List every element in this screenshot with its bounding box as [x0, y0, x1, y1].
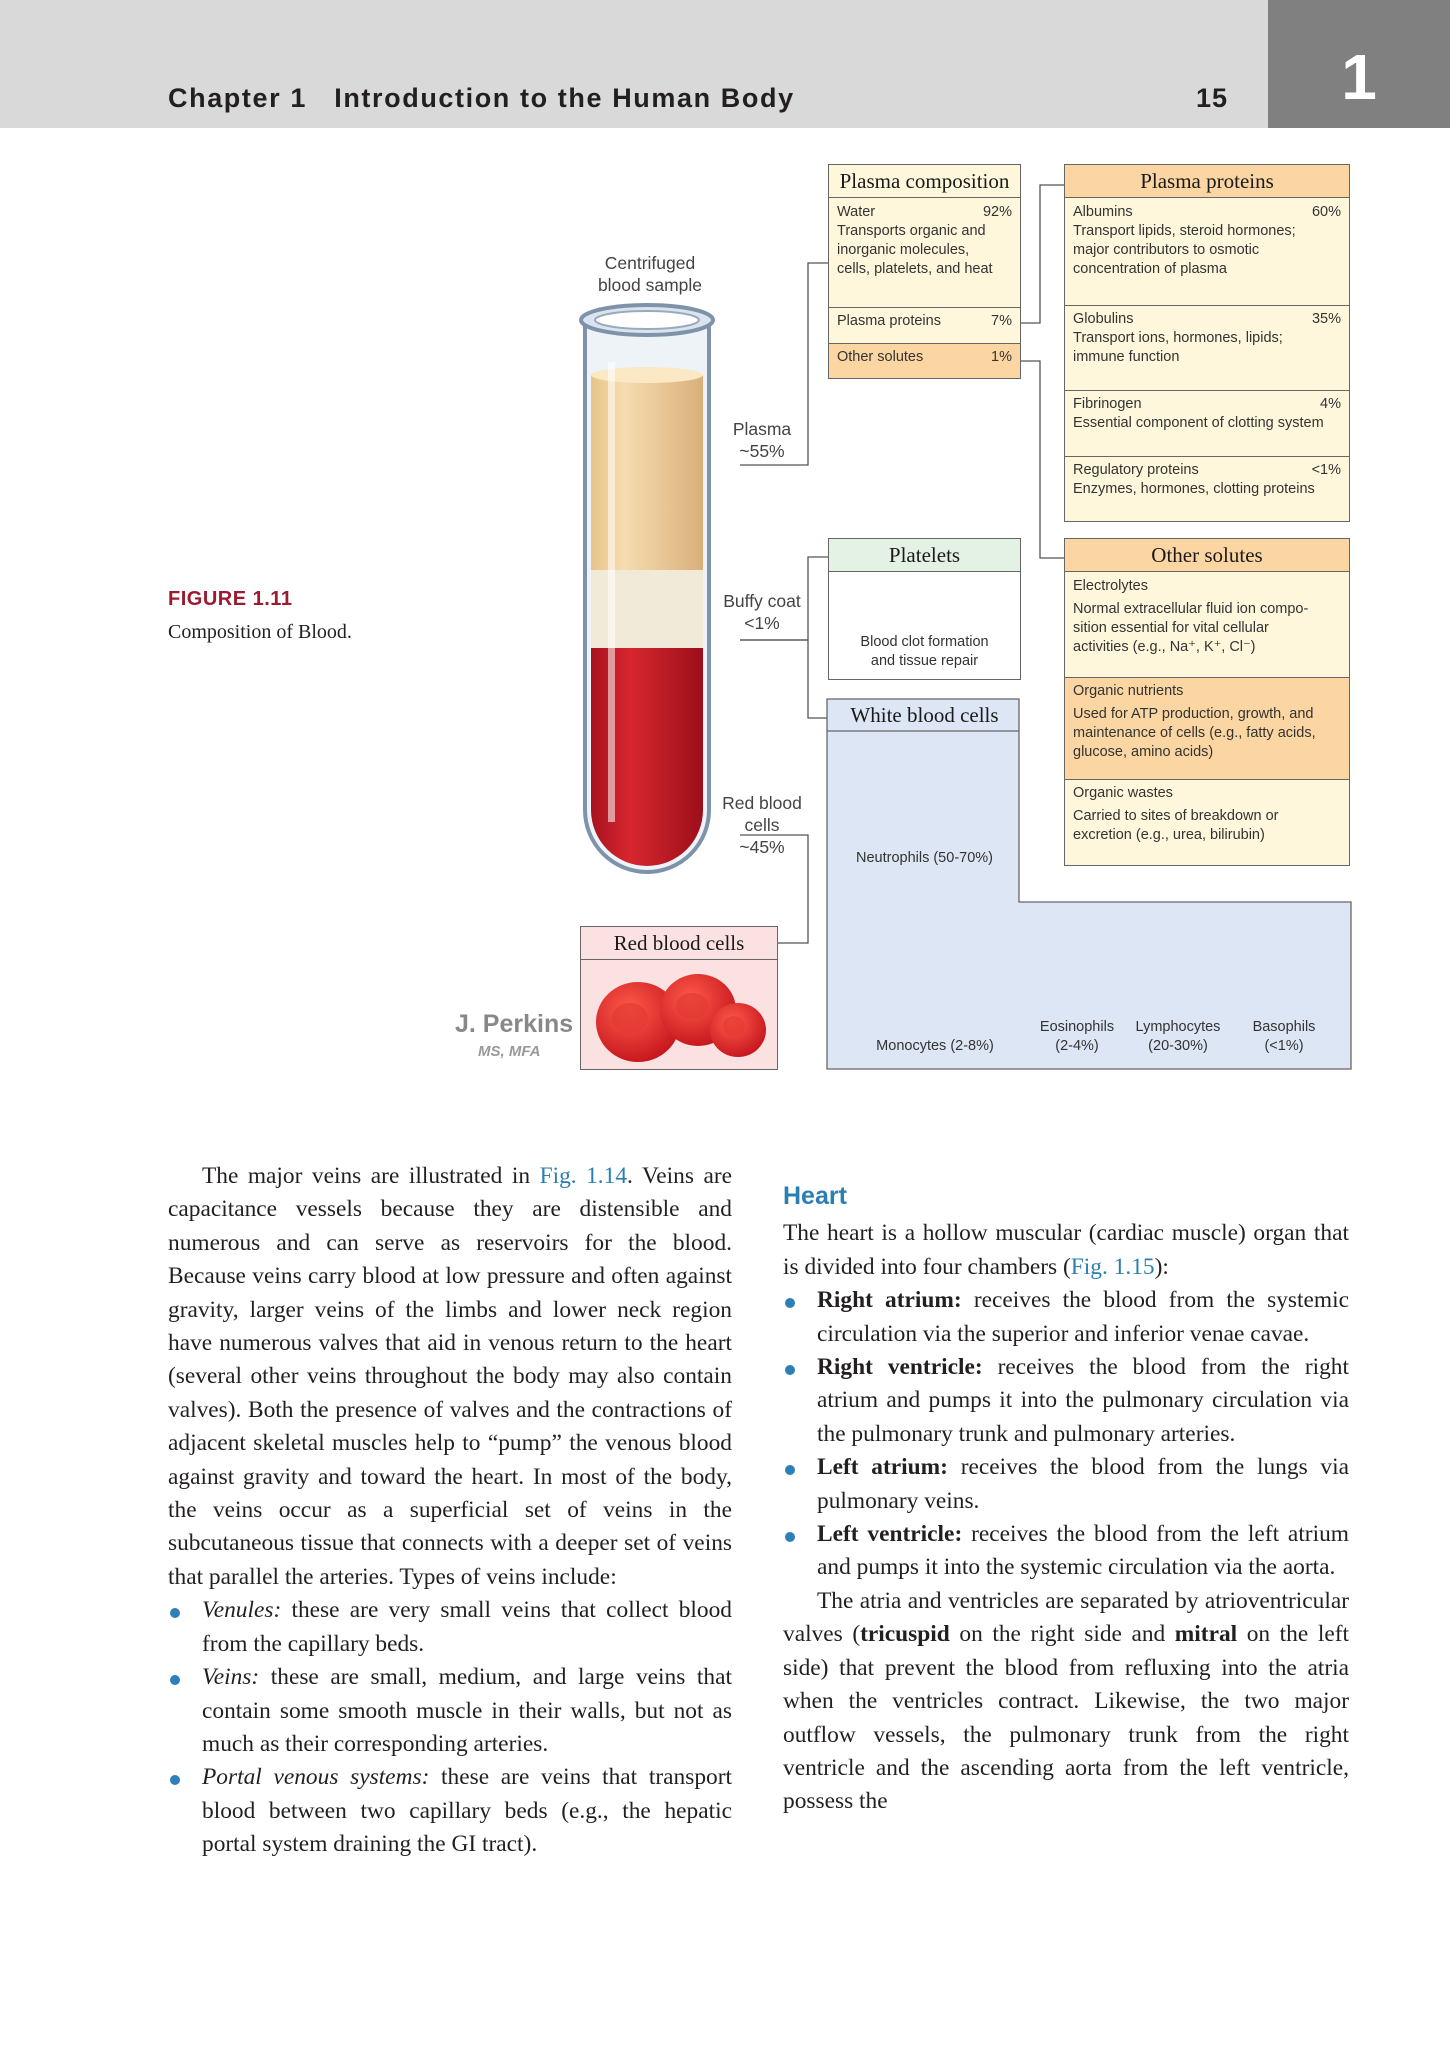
- regulatory-desc: Enzymes, hormones, clotting proteins: [1073, 481, 1315, 497]
- albumins-name: Albumins: [1073, 204, 1133, 220]
- heart-intro-text: The heart is a hollow muscular (cardiac muscle) organ that is divided into four chambers (: [783, 1220, 1349, 1280]
- wastes-name: Organic wastes: [1073, 785, 1173, 801]
- veins-text: . Veins are capacitance vessels because they are distensible and numerous and can serve as reservoirs for the blood. Because veins carry blood at low pressure and often against gravity, larger veins of the limbs and lower neck region have numerous valves that aid in venous return to the heart (several other veins throughout the body may also contain valves). Both the presence of valves and the contractions of adjacent skeletal muscles help to “pump” the venous blood against gravity and toward the heart. In most of the body, the veins occur as a superficial set of veins in the subcutaneous tissue that connects with a deeper set of veins that parallel the arteries. Types of veins include:: [168, 1163, 732, 1590]
- proteins-name: Plasma proteins: [837, 313, 941, 329]
- regulatory-proteins-cell: [1065, 456, 1349, 521]
- solutes-name: Other solutes: [837, 349, 924, 365]
- other-solutes-cell: [829, 343, 1020, 378]
- plasma-composition-title: Plasma composition: [829, 165, 1020, 198]
- albumins-desc: major contributors to osmotic: [1073, 242, 1260, 258]
- rbc-label-pct: ~45%: [739, 837, 785, 857]
- plasma-label-name: Plasma: [732, 419, 792, 439]
- list-term: Veins:: [202, 1664, 260, 1691]
- valves-text: on the left side) that prevent the blood from refluxing into the atria when the ventricles contract. Likewise, the two major outflow vessels, the pulmonary trunk from the right ventricle and the ascending aorta from the left ventricle, possess the: [783, 1621, 1349, 1815]
- other-solutes-title: Other solutes: [1065, 539, 1349, 572]
- list-item: [168, 1594, 732, 1661]
- proteins-pct: 7%: [991, 313, 1012, 329]
- left-column: [168, 1160, 732, 1862]
- eosinophils-label: [1030, 1018, 1124, 1056]
- lymphocytes-name: Lymphocytes: [1135, 1019, 1221, 1035]
- heart-heading: Heart: [783, 1182, 847, 1210]
- regulatory-pct: <1%: [1311, 462, 1341, 478]
- globulins-name: Globulins: [1073, 311, 1134, 327]
- wbc-panel-bg: [826, 698, 1352, 1070]
- list-text: these are veins that transport blood between two capillary beds (e.g., the hepatic portal system draining the GI tract).: [202, 1764, 732, 1858]
- plasma-label: [712, 418, 812, 462]
- fig-1-14-link[interactable]: Fig. 1.14: [539, 1163, 628, 1189]
- red-blood-cell-group: [596, 974, 766, 1062]
- monocytes-label: Monocytes (2-8%): [876, 1038, 994, 1054]
- bullet-icon: [785, 1465, 795, 1475]
- nutrients-desc: glucose, amino acids): [1073, 744, 1214, 760]
- lymphocytes-pct: (20-30%): [1148, 1038, 1208, 1054]
- list-term: Venules:: [202, 1597, 282, 1624]
- globulins-cell: [1065, 305, 1349, 389]
- water-desc: Transports organic and: [837, 223, 986, 239]
- figure-number: FIGURE 1.11: [168, 588, 293, 610]
- nutrients-desc: maintenance of cells (e.g., fatty acids,: [1073, 725, 1316, 741]
- heart-intro: [783, 1217, 1349, 1284]
- heart-intro-text: ):: [1154, 1253, 1169, 1280]
- bullet-icon: [170, 1608, 180, 1618]
- albumins-pct: 60%: [1311, 204, 1341, 220]
- mitral-term: mitral: [1174, 1621, 1238, 1648]
- bullet-icon: [785, 1365, 795, 1375]
- valves-text: The atria and ventricles are separated by atrioventricular valves (: [783, 1587, 1349, 1648]
- basophils-pct: (<1%): [1264, 1038, 1304, 1054]
- figure-caption: Composition of Blood.: [168, 621, 352, 643]
- electrolytes-desc: Normal extracellular fluid ion compo-: [1073, 601, 1309, 617]
- list-text: these are small, medium, and large veins that contain some smooth muscle in their walls, but not as much as their corresponding arteries.: [202, 1664, 732, 1757]
- globulins-desc: Transport ions, hormones, lipids;: [1073, 330, 1283, 346]
- albumins-desc: concentration of plasma: [1073, 261, 1227, 277]
- page-number: 15: [1196, 83, 1229, 113]
- valves-text: on the right side and: [949, 1621, 1175, 1648]
- fibrinogen-cell: [1065, 390, 1349, 456]
- buffy-coat-label: [712, 590, 812, 634]
- wastes-desc: Carried to sites of breakdown or: [1073, 808, 1279, 824]
- fibrinogen-name: Fibrinogen: [1073, 396, 1142, 412]
- albumins-cell: [1065, 199, 1349, 303]
- veins-paragraph: [168, 1160, 732, 1594]
- illustrator-credentials: MS, MFA: [478, 1043, 541, 1060]
- list-term: Portal venous systems:: [202, 1764, 430, 1791]
- tube-label-line: blood sample: [597, 275, 703, 295]
- neutrophils-label: Neutrophils (50-70%): [855, 850, 993, 866]
- list-item: [168, 1761, 732, 1861]
- plasma-proteins-cell: [829, 307, 1020, 342]
- plasma-label-pct: ~55%: [739, 441, 785, 461]
- water-name: Water: [837, 204, 876, 220]
- bullet-icon: [170, 1675, 180, 1685]
- tube-label: [560, 252, 740, 296]
- rbc-label: [712, 792, 812, 858]
- illustrator-signature: J. Perkins: [455, 1010, 574, 1038]
- list-term: Left ventricle:: [817, 1521, 963, 1548]
- wastes-desc: excretion (e.g., urea, bilirubin): [1073, 827, 1265, 843]
- buffy-label-name: Buffy coat: [723, 591, 801, 611]
- water-desc: cells, platelets, and heat: [837, 261, 993, 277]
- list-item: [783, 1351, 1349, 1451]
- list-text: receives the blood from the lungs via pulmonary veins.: [817, 1454, 1349, 1514]
- list-text: receives the blood from the right atrium and pumps it into the pulmonary circulation via the pulmonary trunk and pulmonary arteries.: [817, 1354, 1349, 1447]
- list-item: [783, 1284, 1349, 1351]
- albumins-desc: Transport lipids, steroid hormones;: [1073, 223, 1296, 239]
- basophils-name: Basophils: [1252, 1019, 1316, 1035]
- electrolytes-desc: activities (e.g., Na⁺, K⁺, Cl⁻): [1073, 639, 1256, 655]
- fibrinogen-pct: 4%: [1320, 396, 1341, 412]
- bullet-icon: [785, 1532, 795, 1542]
- plasma-composition-box: [828, 164, 1021, 379]
- water-desc: inorganic molecules,: [837, 242, 970, 258]
- list-term: Right ventricle:: [817, 1354, 983, 1381]
- electrolytes-cell: [1065, 573, 1349, 677]
- platelets-desc-line: Blood clot formation: [860, 634, 989, 650]
- test-tube: [581, 305, 713, 872]
- electrolytes-name: Electrolytes: [1073, 578, 1148, 594]
- rbc-label-line: Red blood: [722, 793, 802, 813]
- fibrinogen-desc: Essential component of clotting system: [1073, 415, 1324, 431]
- plasma-proteins-box: [1064, 164, 1350, 522]
- water-cell: [829, 199, 1020, 303]
- nutrients-desc: Used for ATP production, growth, and: [1073, 706, 1314, 722]
- vein-types-list: [168, 1594, 732, 1861]
- tricuspid-term: tricuspid: [860, 1621, 950, 1648]
- globulins-desc: immune function: [1073, 349, 1180, 365]
- buffy-label-pct: <1%: [744, 613, 780, 633]
- nutrients-name: Organic nutrients: [1073, 683, 1184, 699]
- list-item: [168, 1661, 732, 1761]
- red-blood-cells-title: Red blood cells: [581, 927, 777, 960]
- plasma-proteins-title: Plasma proteins: [1065, 165, 1349, 198]
- electrolytes-desc: sition essential for vital cellular: [1073, 620, 1269, 636]
- right-column: [783, 1180, 1349, 1819]
- list-text: receives the blood from the systemic circulation via the superior and inferior venae cavae.: [817, 1287, 1349, 1347]
- list-item: [783, 1518, 1349, 1585]
- lymphocytes-label: [1128, 1018, 1228, 1056]
- veins-text: The major veins are illustrated in: [202, 1163, 540, 1189]
- solutes-pct: 1%: [991, 349, 1012, 365]
- rbc-label-line: cells: [744, 815, 780, 835]
- globulins-pct: 35%: [1311, 311, 1341, 327]
- basophils-label: [1234, 1018, 1334, 1056]
- bullet-icon: [170, 1775, 180, 1785]
- regulatory-name: Regulatory proteins: [1073, 462, 1199, 478]
- wbc-title: White blood cells: [850, 703, 999, 727]
- buffy-coat-layer: [591, 570, 703, 648]
- platelets-title: Platelets: [829, 539, 1020, 572]
- plasma-layer: [591, 375, 703, 570]
- valves-paragraph: [783, 1585, 1349, 1819]
- list-text: these are very small veins that collect blood from the capillary beds.: [202, 1597, 732, 1657]
- chapter-tab-number: 1: [1341, 41, 1377, 113]
- fig-1-15-link[interactable]: Fig. 1.15: [1070, 1253, 1155, 1280]
- platelets-desc: [829, 633, 1020, 671]
- list-term: Right atrium:: [817, 1287, 962, 1314]
- list-text: receives the blood from the left atrium and pumps it into the systemic circulation via the aorta.: [817, 1521, 1349, 1581]
- eosinophils-pct: (2-4%): [1055, 1038, 1099, 1054]
- list-term: Left atrium:: [817, 1454, 948, 1481]
- heart-chambers-list: [783, 1284, 1349, 1585]
- bullet-icon: [785, 1298, 795, 1308]
- water-pct: 92%: [982, 204, 1012, 220]
- list-item: [783, 1451, 1349, 1518]
- chapter-title: Chapter 1 Introduction to the Human Body: [168, 83, 795, 113]
- eosinophils-name: Eosinophils: [1039, 1019, 1115, 1035]
- tube-label-line: Centrifuged: [604, 253, 696, 273]
- platelets-box: [828, 538, 1021, 680]
- platelets-desc-line: and tissue repair: [870, 653, 979, 669]
- red-cell-layer: [591, 648, 703, 866]
